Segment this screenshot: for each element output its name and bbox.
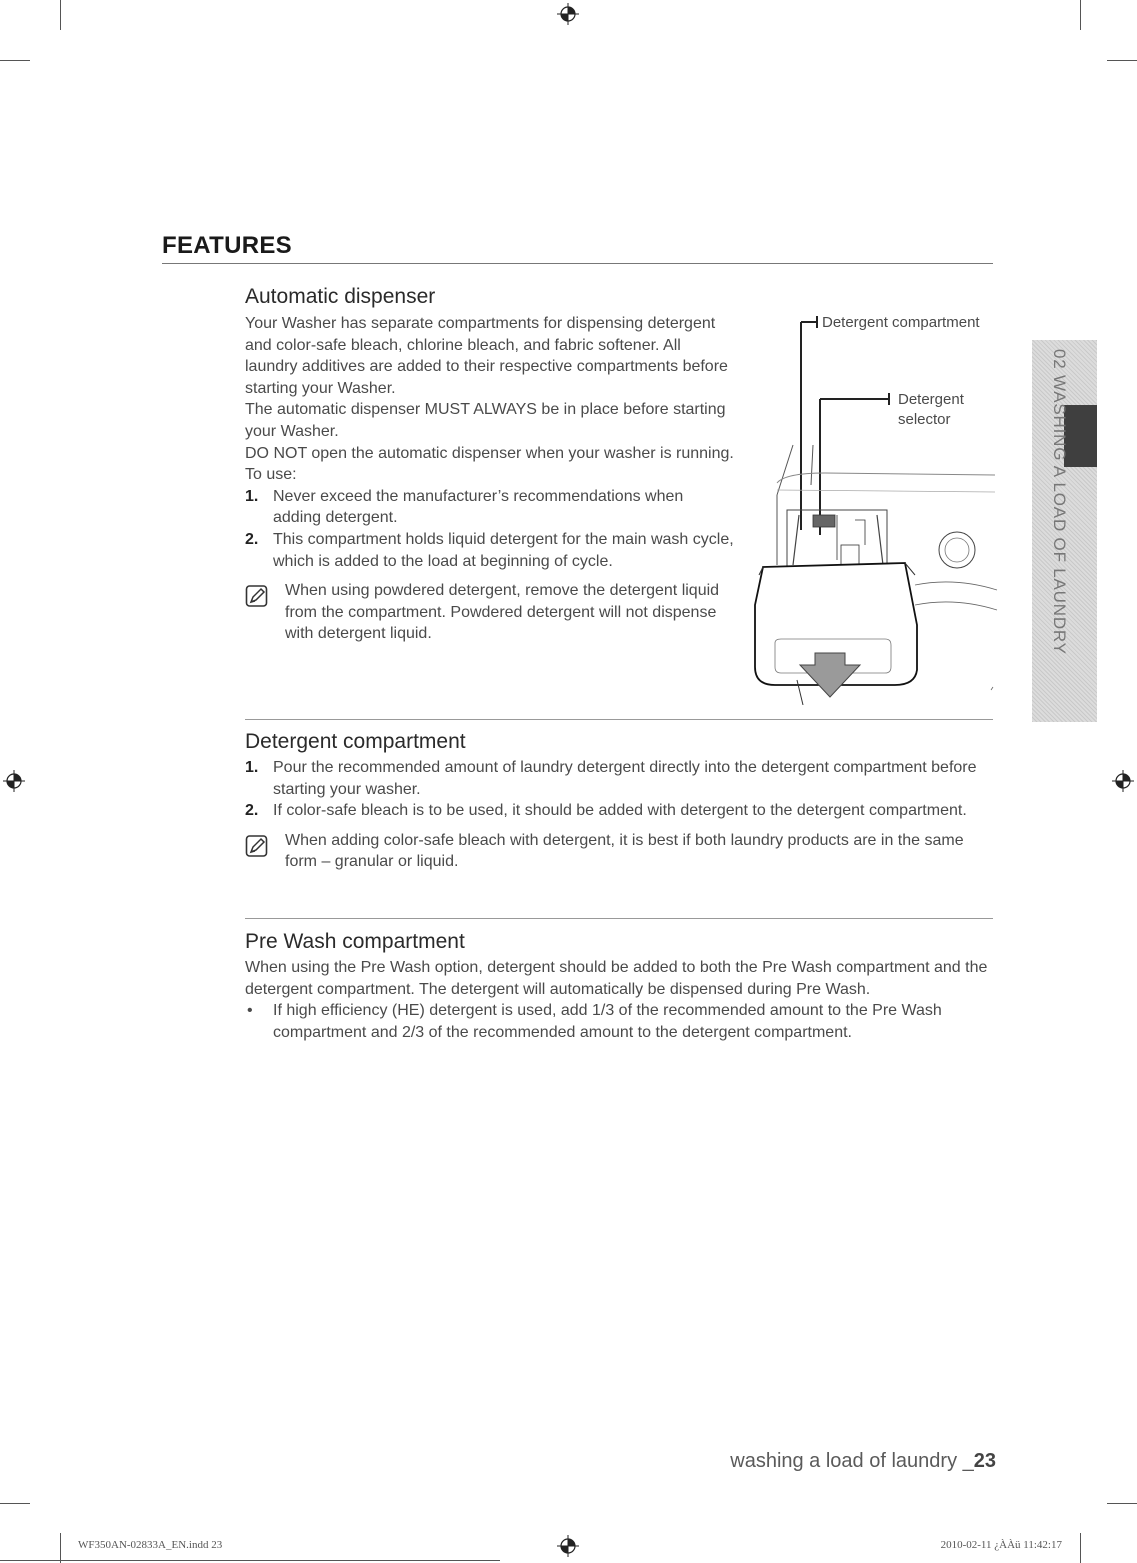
crop-mark: [60, 1533, 61, 1563]
automatic-dispenser-body: [245, 313, 735, 645]
automatic-dispenser-heading: Automatic dispenser: [245, 285, 436, 308]
list-number: 1.: [245, 487, 259, 505]
list-item: [245, 486, 735, 529]
note-text: When using powdered detergent, remove the detergent liquid from the compartment. Powdered detergent will not dispense with detergent liquid.: [285, 582, 720, 643]
paragraph: The automatic dispenser MUST ALWAYS be in place before starting your Washer.: [245, 401, 726, 440]
dispenser-illustration: [745, 305, 1000, 705]
callout-detergent-compartment: Detergent compartment: [822, 314, 980, 331]
registration-mark-icon: [557, 3, 579, 25]
print-file-info: WF350AN-02833A_EN.indd 23: [78, 1539, 223, 1551]
crop-mark: [1107, 1503, 1137, 1504]
list-text: Pour the recommended amount of laundry detergent directly into the detergent compartment before starting your washer.: [273, 759, 977, 798]
section-divider: [245, 719, 993, 720]
list-text: This compartment holds liquid detergent for the main wash cycle, which is added to the load at beginning of cycle.: [273, 530, 734, 570]
pre-wash-body: [245, 957, 990, 1043]
paragraph: Your Washer has separate compartments for dispensing detergent and color-safe bleach, chlorine bleach, and fabric softener. All laundry additives are added to their respective compartments before starting your Washer.: [245, 315, 728, 397]
print-timestamp: 2010-02-11 ¿ÀÀü 11:42:17: [940, 1539, 1062, 1551]
crop-mark: [1107, 60, 1137, 61]
registration-mark-icon: [3, 770, 25, 792]
registration-mark-icon: [1112, 770, 1134, 792]
list-number: 1.: [245, 759, 259, 776]
slug-rule: [0, 1560, 500, 1561]
note: [245, 830, 997, 873]
paragraph: When using the Pre Wash option, detergent should be added to both the Pre Wash compartment and the detergent compartment. The detergent will automatically be dispensed during Pre Wash.: [245, 959, 988, 998]
list-text: Never exceed the manufacturer’s recommendations when adding detergent.: [273, 487, 684, 527]
crop-mark: [0, 1503, 30, 1504]
detergent-compartment-heading: Detergent compartment: [245, 730, 466, 753]
section-title: FEATURES: [162, 232, 292, 259]
list-number: 2.: [245, 802, 259, 820]
registration-mark-icon: [557, 1535, 579, 1557]
list-text: If color-safe bleach is to be used, it should be added with detergent to the detergent compartment.: [273, 802, 967, 820]
chapter-side-tab-label: 02 WASHING A LOAD OF LAUNDRY: [1050, 349, 1069, 655]
note: [245, 580, 735, 645]
crop-mark: [1080, 1533, 1081, 1563]
callout-line: Detergent: [898, 391, 964, 408]
note-pencil-icon: [245, 834, 269, 858]
section-divider: [245, 918, 993, 919]
page-number: 23: [973, 1450, 996, 1472]
paragraph: DO NOT open the automatic dispenser when your washer is running.: [245, 444, 734, 462]
crop-mark: [0, 60, 30, 61]
detergent-compartment-body: [245, 757, 997, 873]
crop-mark: [1080, 0, 1081, 30]
callout-detergent-selector: [898, 390, 964, 430]
list-item: [245, 800, 997, 822]
list-item: [245, 757, 997, 800]
bullet-icon: •: [247, 1002, 253, 1020]
callout-line: selector: [898, 411, 951, 428]
bullet-item: [245, 1000, 990, 1043]
page-footer: [730, 1450, 996, 1473]
note-pencil-icon: [245, 584, 269, 608]
list-item: [245, 529, 735, 572]
footer-label: washing a load of laundry _: [730, 1450, 974, 1472]
list-number: 2.: [245, 530, 259, 548]
crop-mark: [60, 0, 61, 30]
pre-wash-heading: Pre Wash compartment: [245, 930, 465, 953]
paragraph: To use:: [245, 466, 297, 484]
section-title-rule: [162, 263, 993, 264]
bullet-text: If high efficiency (HE) detergent is used, add 1/3 of the recommended amount to the Pre Wash compartment and 2/3 of the recommended amount to the detergent compartment.: [273, 1002, 942, 1041]
note-text: When adding color-safe bleach with detergent, it is best if both laundry products are in the same form – granular or liquid.: [285, 831, 964, 871]
